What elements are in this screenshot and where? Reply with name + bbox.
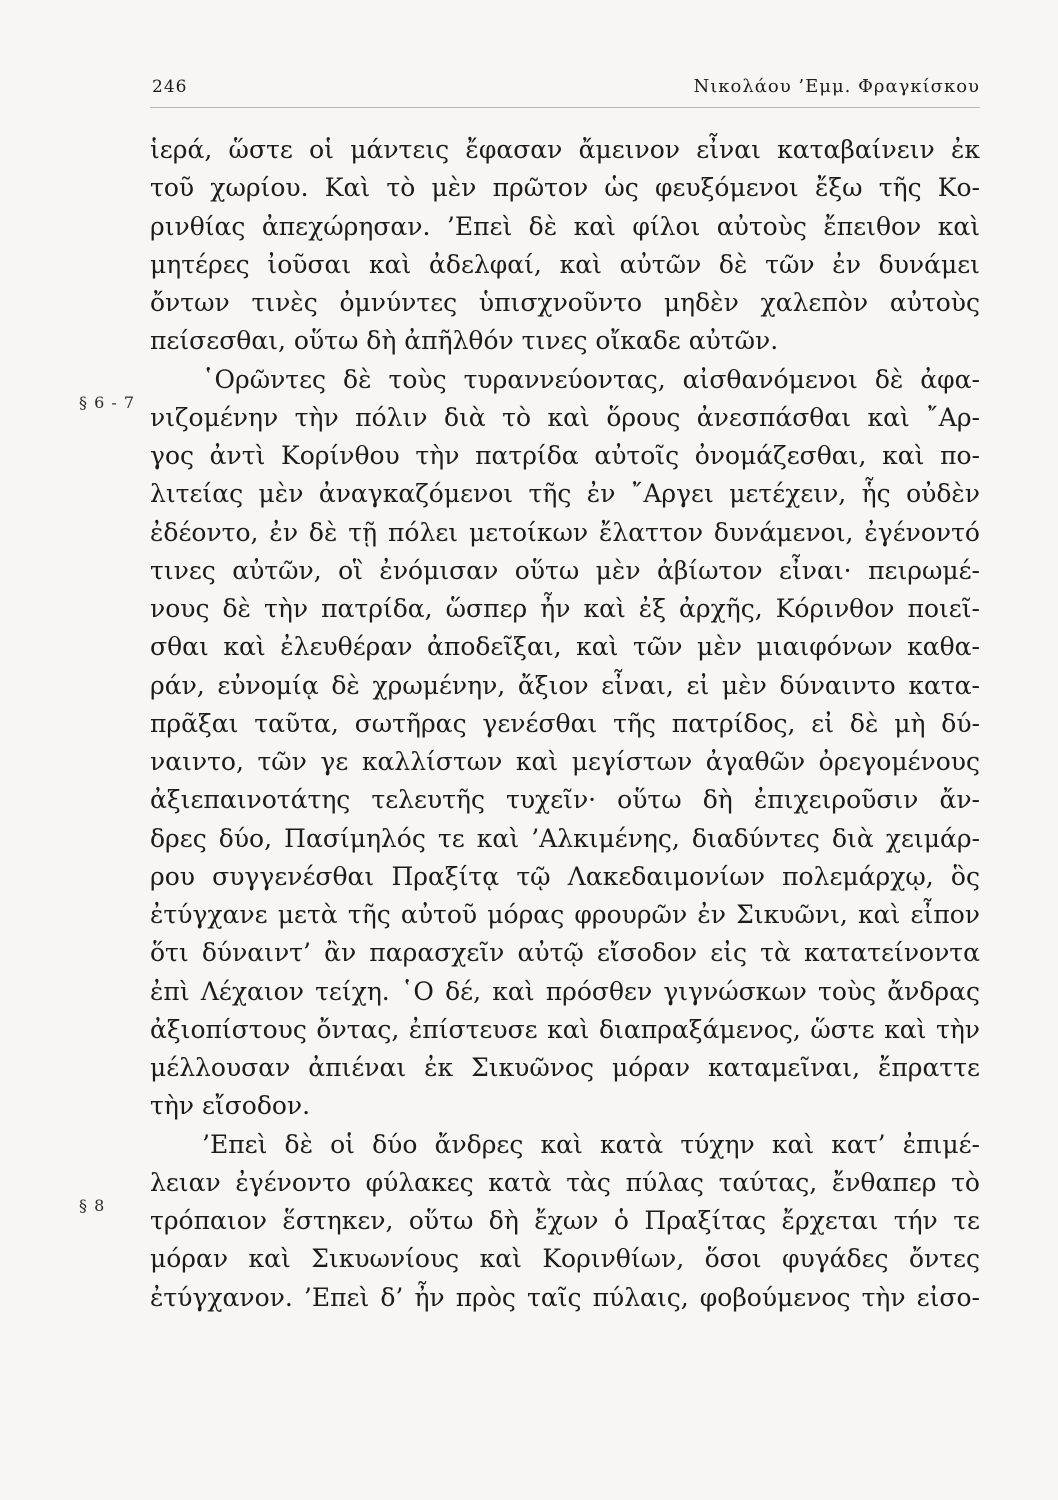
text-line: ράν, εὐνομίᾳ δὲ χρωμένην, ἄξιον εἶναι, εἰ μὲν δύναιντο κατα-	[150, 670, 980, 700]
text-line: σθαι καὶ ἐλευθέραν ἀποδεῖξαι, καὶ τῶν μὲν μιαιφόνων καθα-	[150, 632, 980, 662]
text-line: ἐτύγχανε μετὰ τῆς αὐτοῦ μόρας φρουρῶν ἐν Σικυῶνι, καὶ εἶπον	[150, 900, 980, 929]
body-text	[150, 131, 980, 1317]
text-line: νιζομένην τὴν πόλιν διὰ τὸ καὶ ὅρους ἀνεσπάσθαι καὶ ῎Αρ-	[150, 402, 980, 432]
text-line: δρες δύο, Πασίμηλός τε καὶ ’Αλκιμένης, διαδύντες διὰ χειμάρ-	[150, 823, 980, 853]
text-line: ἐτύγχανον. ’Επεὶ δ’ ἦν πρὸς ταῖς πύλαις, φοβούμενος τὴν εἰσο-	[150, 1282, 980, 1312]
text-line: ἀξιοπίστους ὄντας, ἐπίστευσε καὶ διαπραξάμενος, ὥστε καὶ τὴν	[150, 1014, 980, 1044]
text-line: πρᾶξαι ταῦτα, σωτῆρας γενέσθαι τῆς πατρίδος, εἰ δὲ μὴ δύ-	[150, 708, 980, 738]
text-line: νους δὲ τὴν πατρίδα, ὥσπερ ἦν καὶ ἐξ ἀρχῆς, Κόρινθον ποιεῖ-	[150, 594, 980, 623]
text-line: τινες αὐτῶν, οἳ ἐνόμισαν οὕτω μὲν ἀβίωτον εἶναι· πειρωμέ-	[150, 555, 980, 585]
page-number: 246	[152, 77, 188, 97]
section-marker-6-7: § 6 - 7	[79, 393, 136, 412]
text-line: ὄντων τινὲς ὀμνύντες ὑπισχνοῦντο μηδὲν χαλεπὸν αὐτοὺς	[150, 288, 980, 317]
text-line: ῾Ορῶντες δὲ τοὺς τυραννεύοντας, αἰσθανόμενοι δὲ ἀφα-	[202, 364, 980, 394]
text-line: ἀξιεπαινοτάτης τελευτῆς τυχεῖν· οὕτω δὴ ἐπιχειροῦσιν ἄν-	[150, 785, 980, 815]
text-line: λιτείας μὲν ἀναγκαζόμενοι τῆς ἐν ῎Αργει μετέχειν, ἧς οὐδὲν	[150, 479, 980, 509]
text-line: ρινθίας ἀπεχώρησαν. ’Επεὶ δὲ καὶ φίλοι αὐτοὺς ἔπειθον καὶ	[150, 211, 980, 241]
section-marker-8: § 8	[79, 1196, 106, 1215]
text-line: ἱερά, ὥστε οἱ μάντεις ἔφασαν ἄμεινον εἶναι καταβαίνειν ἐκ	[150, 135, 980, 164]
text-line: μέλλουσαν ἀπιέναι ἐκ Σικυῶνος μόραν καταμεῖναι, ἔπραττε	[150, 1053, 980, 1082]
text-line: ρου συγγενέσθαι Πραξίτᾳ τῷ Λακεδαιμονίων πολεμάρχῳ, ὃς	[150, 861, 980, 891]
text-line: ἐδέοντο, ἐν δὲ τῇ πόλει μετοίκων ἔλαττον δυνάμενοι, ἐγένοντό	[150, 517, 980, 547]
text-line: τρόπαιον ἕστηκεν, οὕτω δὴ ἔχων ὁ Πραξίτας ἔρχεται τήν τε	[150, 1206, 980, 1235]
text-line: πείσεσθαι, οὕτω δὴ ἀπῆλθόν τινες οἴκαδε αὐτῶν.	[150, 326, 779, 356]
header-rule	[150, 107, 980, 108]
text-line: ναιντο, τῶν γε καλλίστων καὶ μεγίστων ἀγαθῶν ὀρεγομένους	[150, 747, 980, 776]
text-line: ’Επεὶ δὲ οἱ δύο ἄνδρες καὶ κατὰ τύχην καὶ κατ’ ἐπιμέ-	[202, 1129, 980, 1159]
text-line: τοῦ χωρίου. Καὶ τὸ μὲν πρῶτον ὡς φευξόμενοι ἔξω τῆς Κο-	[150, 173, 980, 203]
text-line: τὴν εἴσοδον.	[150, 1091, 311, 1121]
text-line: μητέρες ἰοῦσαι καὶ ἀδελφαί, καὶ αὐτῶν δὲ τῶν ἐν δυνάμει	[150, 249, 980, 279]
text-line: μόραν καὶ Σικυωνίους καὶ Κορινθίων, ὅσοι φυγάδες ὄντες	[150, 1244, 980, 1274]
running-title: Νικολάου ’Εμμ. Φραγκίσκου	[693, 76, 980, 97]
text-line: γος ἀντὶ Κορίνθου τὴν πατρίδα αὐτοῖς ὀνομάζεσθαι, καὶ πο-	[150, 441, 980, 470]
text-line: ἐπὶ Λέχαιον τείχη. ῾Ο δέ, καὶ πρόσθεν γιγνώσκων τοὺς ἄνδρας	[150, 976, 980, 1006]
text-line: ὅτι δύναιντ’ ἂν παρασχεῖν αὐτῷ εἴσοδον εἰς τὰ κατατείνοντα	[150, 938, 980, 968]
text-line: λειαν ἐγένοντο φύλακες κατὰ τὰς πύλας ταύτας, ἔνθαπερ τὸ	[150, 1167, 980, 1197]
